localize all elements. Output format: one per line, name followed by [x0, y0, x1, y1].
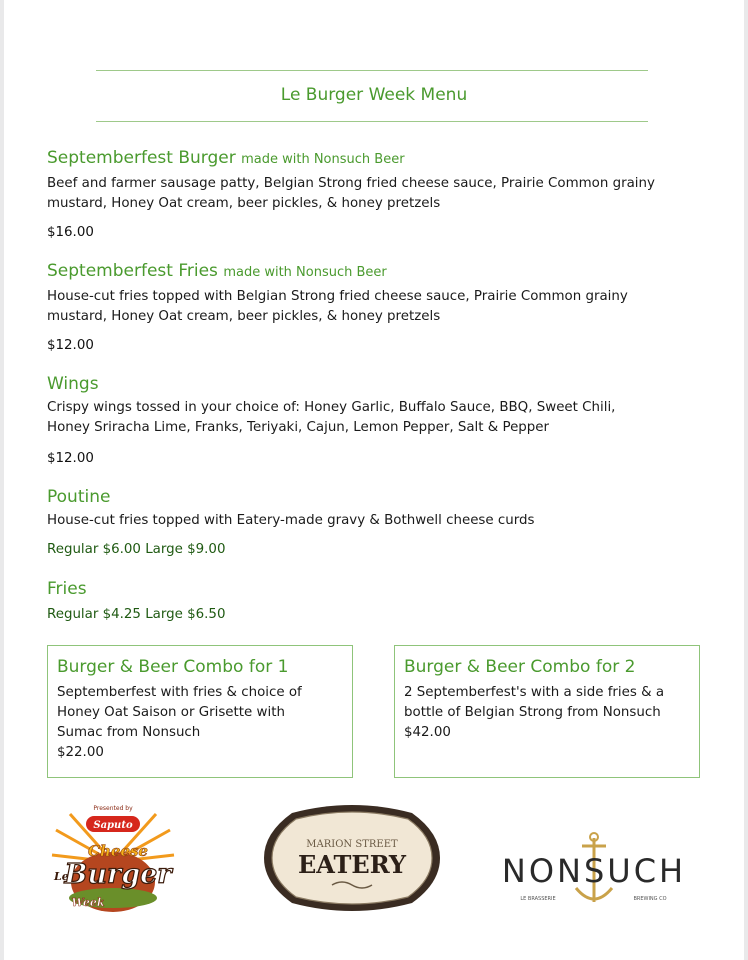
item-description-line: House-cut fries topped with Eatery-made gravy & Bothwell cheese curds — [47, 513, 535, 528]
eatery-line2: EATERY — [297, 850, 407, 879]
menu-item-wings — [47, 373, 727, 438]
combo-description-line: Honey Oat Saison or Grisette with — [57, 705, 285, 720]
top-divider — [96, 70, 648, 71]
combo-title: Burger & Beer Combo for 1 — [57, 657, 289, 677]
item-price: $12.00 — [47, 451, 94, 466]
combo-box-for-2 — [394, 645, 700, 778]
item-price: $16.00 — [47, 225, 94, 240]
burger-week-logo — [48, 800, 178, 920]
combo-description-line: Sumac from Nonsuch — [57, 725, 201, 740]
presented-by-text: Presented by — [93, 805, 133, 812]
menu-item-septemberfest-burger — [47, 147, 727, 214]
sponsor-text: Saputo — [93, 820, 133, 831]
item-subtitle: made with Nonsuch Beer — [241, 152, 405, 167]
item-name: Septemberfest Burger — [47, 148, 236, 168]
combo-price: $22.00 — [57, 745, 104, 760]
item-name: Fries — [47, 579, 87, 599]
burger-text: Burger — [64, 859, 172, 890]
nonsuch-logo — [498, 830, 690, 910]
menu-item-septemberfest-fries — [47, 260, 727, 327]
combo-description-line: 2 Septemberfest's with a side fries & a — [404, 685, 665, 700]
combo-description-line: Septemberfest with fries & choice of — [57, 685, 302, 700]
week-text: Week — [71, 896, 105, 909]
combo-title: Burger & Beer Combo for 2 — [404, 657, 636, 677]
nonsuch-right-text: BREWING CO — [633, 896, 667, 902]
item-name: Septemberfest Fries — [47, 261, 218, 281]
item-price: Regular $4.25 Large $6.50 — [47, 607, 226, 622]
le-text: Le — [54, 870, 69, 883]
item-description-line: Beef and farmer sausage patty, Belgian Strong fried cheese sauce, Prairie Common grainy — [47, 176, 655, 191]
combo-description-line: bottle of Belgian Strong from Nonsuch — [404, 705, 661, 720]
combo-box-for-1 — [47, 645, 353, 778]
nonsuch-left-text: LE BRASSERIE — [520, 896, 556, 902]
item-name: Poutine — [47, 487, 111, 507]
combo-price: $42.00 — [404, 725, 451, 740]
item-name: Wings — [47, 374, 99, 394]
item-price: $12.00 — [47, 338, 94, 353]
menu-item-fries — [47, 578, 727, 600]
item-description-line: mustard, Honey Oat cream, beer pickles, & honey pretzels — [47, 196, 441, 211]
menu-title: Le Burger Week Menu — [280, 85, 468, 105]
item-description-line: Honey Sriracha Lime, Franks, Teriyaki, Cajun, Lemon Pepper, Salt & Pepper — [47, 420, 550, 435]
title-divider — [96, 121, 648, 122]
menu-item-poutine — [47, 486, 727, 531]
marion-street-eatery-logo — [262, 803, 442, 913]
cheese-text: Cheese — [88, 842, 148, 860]
item-description-line: House-cut fries topped with Belgian Strong fried cheese sauce, Prairie Common grainy — [47, 289, 628, 304]
item-price: Regular $6.00 Large $9.00 — [47, 542, 226, 557]
item-subtitle: made with Nonsuch Beer — [223, 265, 387, 280]
nonsuch-wordmark: NONSUCH — [501, 852, 687, 890]
item-description-line: mustard, Honey Oat cream, beer pickles, & honey pretzels — [47, 309, 441, 324]
item-description-line: Crispy wings tossed in your choice of: Honey Garlic, Buffalo Sauce, BBQ, Sweet Chili, — [47, 400, 616, 415]
eatery-line1: MARION STREET — [306, 839, 398, 850]
